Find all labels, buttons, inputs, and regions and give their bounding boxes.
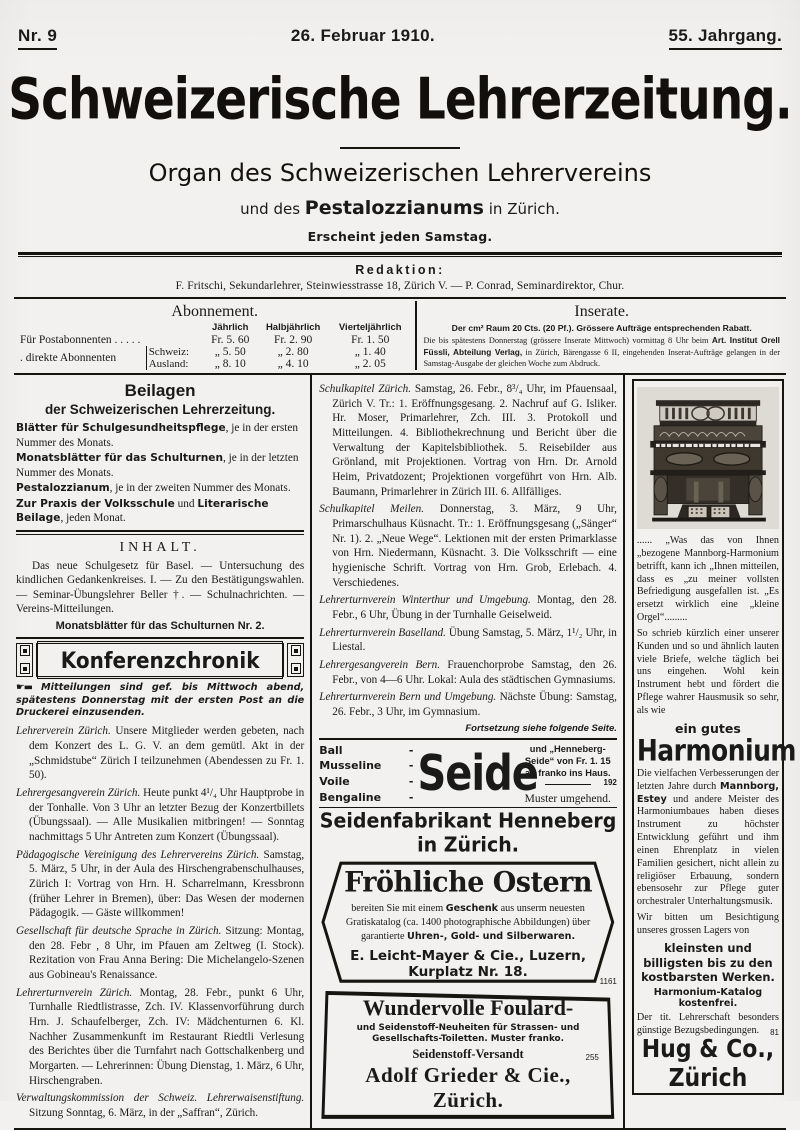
konferenzchronik-rule <box>16 637 304 639</box>
list-item <box>16 848 304 921</box>
ostern-geschenk: Geschenk <box>445 903 499 915</box>
m-entry-body-2: Montag, den 28. Febr., 6 Uhr, Übung in der Turnhalle Geiselweid. <box>332 594 617 622</box>
list-item <box>16 786 304 845</box>
inserate-title: Inserate. <box>574 303 630 320</box>
entry-body-5: Sitzung Sonntag, 6. März, in der „Saffran“, Zürich. <box>29 1107 259 1120</box>
cell-ausland-jaehrlich: „ 8. 10 <box>214 358 246 370</box>
m-entry-head-4: Lehrergesangverein Bern. <box>319 659 441 672</box>
square-ornament-icon <box>291 663 301 674</box>
col-label-blank2 <box>146 322 203 334</box>
konferenzchronik-banner <box>16 643 304 677</box>
page-title: Schweizerische Lehrerzeitung. <box>8 66 792 134</box>
seide-item-1: Musseline <box>319 759 382 773</box>
list-item <box>319 743 417 759</box>
ostern-body <box>343 902 593 943</box>
dash-1: - <box>408 759 414 773</box>
square-ornament-icon <box>20 645 30 656</box>
abonnement-table <box>18 322 411 370</box>
list-item <box>16 724 304 783</box>
beilagen-divider <box>16 530 304 535</box>
beilage-rest-1: , je in der letzten Nummer des Monats. <box>16 452 299 479</box>
column-left <box>14 375 311 1128</box>
m-entry-head-0: Schulkapitel Zürich. <box>319 383 411 395</box>
body-columns <box>14 375 796 1130</box>
ostern-headline: Fröhliche Ostern <box>344 866 593 899</box>
seide-firm: Seidenfabrikant Henneberg in Zürich. <box>319 809 617 857</box>
harmonium-brands: Mannborg, Estey <box>636 780 779 805</box>
entry-head-0: Lehrerverein Zürich. <box>16 725 111 738</box>
list-item <box>16 924 304 983</box>
list-item <box>16 421 304 450</box>
m-entry-head-3: Lehrerturnverein Baselland. <box>319 626 446 639</box>
row-label-post: Für Postabonnenten . . . . . <box>20 334 141 346</box>
beilage-rest-2: , je in der zweiten Nummer des Monats. <box>109 482 291 494</box>
column-header-halbjaehrlich: Halbjährlich <box>265 322 321 333</box>
ad-harmonium[interactable] <box>632 379 796 1095</box>
cell-schweiz-label: Schweiz: <box>146 346 203 358</box>
row-label-direkt: . direkte Abonnenten <box>20 352 117 364</box>
entry-body-1: Heute punkt 4¹/₄ Uhr Hauptprobe in der Tonhalle. Von 3 Uhr an letzter Bezug der Konzertbillets (Übungssaal). — Alle Musikalien mitbringen! — Sonntag nachmittags 5 Uhr Antreten zum Konzert (Übungssaal). <box>29 786 305 843</box>
cell-post-vierteljaehrlich: Fr. 1. 50 <box>351 334 390 346</box>
m-entry-body-5: Nächste Übung: Samstag, 26. Febr., 3 Uhr, im Gymnasium. <box>332 691 617 719</box>
und-des-post: in Zürich. <box>483 200 560 218</box>
list-item <box>319 658 617 687</box>
cell-post-jaehrlich: Fr. 5. 60 <box>211 334 250 346</box>
seide-sample-line: Muster umgehend. <box>524 793 611 806</box>
ornament-right <box>287 643 304 677</box>
beilage-name-1: Monatsblätter für das Schulturnen <box>16 452 223 464</box>
harmonium-para2-c: und andere Meister des Harmoniumbaues haben dieses Instrument zu höchster Entwicklung geführt und ihm einen Ehrenplatz in vielen Familien gesichert, nicht allein zu religiöser Erbauung, sondern ebensosehr zur Pflege guter orchestraler Unterhaltungsmusik. <box>636 793 779 908</box>
list-item <box>319 593 617 622</box>
harmonium-para2-a: Die vielfachen Verbesserungen der letzten Jahre durch <box>636 767 779 792</box>
inhalt-supplement: Monatsblätter für das Schulturnen Nr. 2. <box>55 619 265 632</box>
beilagen-subtitle: der Schweizerischen Lehrerzeitung. <box>44 402 276 417</box>
issue-date: 26. Februar 1910. <box>290 26 435 45</box>
organ-line: Organ des Schweizerischen Lehrervereins <box>148 159 652 187</box>
masthead-divider <box>340 147 460 149</box>
foulard-headline: Wundervolle Foulard- <box>362 994 574 1020</box>
continuation-note: Fortsetzung siehe folgende Seite. <box>465 722 617 734</box>
list-item <box>16 1091 304 1120</box>
harmonium-firm: Hug & Co., Zürich <box>641 1035 775 1093</box>
dash-2: - <box>408 775 414 788</box>
harmonium-para4: Der tit. Lehrerschaft besonders günstige Bezugsbedingungen. <box>636 1012 779 1037</box>
inserate-rate-line: Der cm² Raum 20 Cts. (20 Pf.). Grössere Aufträge entsprechenden Rabatt. <box>451 323 752 333</box>
inserate-conditions <box>423 335 780 370</box>
pestalozzianum-line <box>0 197 800 219</box>
abonnement-title: Abonnement. <box>171 303 259 320</box>
m-entry-body-4: Frauenchorprobe Samstag, den 26. Febr., von 4—6 Uhr. Lokal: Aula des städtischen Gymnasiums. <box>332 659 617 686</box>
entry-body-2: Samstag, 5. März, 5 Uhr, in der Aula des Hirschengrabenschulhauses, Zürich I: Vortrag von Hrn. H. Scharrelmann, Kressbronn (früher Lehrer in Bremen), über: Das Wesen der modernen Pädagogik. — Gäste willkommen! <box>29 848 305 920</box>
konferenzchronik-title: Konferenzchronik <box>37 641 283 679</box>
seide-item-2: Voile <box>319 775 350 788</box>
list-item <box>319 690 617 719</box>
beilage-rest-3b: , jeden Monat. <box>60 512 126 525</box>
column-header-jaehrlich: Jährlich <box>212 322 249 333</box>
pestalozzianum-word: Pestalozzianums <box>304 197 484 219</box>
ostern-firm: E. Leicht-Mayer & Cie., Luzern, Kurplatz Nr. 18. <box>350 947 586 980</box>
m-entry-body-0: Samstag, 26. Febr., 8³/₄ Uhr, im Pfauensaal, Zürich V. Tr.: 1. Eröffnungsgesang. 2. Nachruf auf G. Isliker. Hr. Moser, Primarlehrer, Zch. III. 3. Protokoll und Mitteilungen. 4. Bibliothekrechnung und Bericht über die Verwaltung der Kapitelsbibliothek. 5. Reisebilder aus Grönland, mit Projektionen. Vortrag von Hrn. Dr. Arnold Heim, Privatdozent; Projektionen vorgeführt von Hrn. Alb. Baumann, Primarlehrer in Zürich III. 6. Allfälliges. <box>332 383 617 498</box>
harmonium-ein-gutes: ein gutes <box>675 720 741 736</box>
table-row <box>18 346 411 358</box>
cell-schweiz-halbjaehrlich: „ 2. 80 <box>277 346 309 358</box>
m-entry-head-1: Schulkapitel Meilen. <box>319 503 425 516</box>
harmonium-ad-number: 81 <box>770 1027 779 1037</box>
beilage-rest-3: und <box>174 497 198 510</box>
table-header-row <box>18 322 411 334</box>
entry-body-4: Montag, 28. Febr., punkt 6 Uhr, Turnhalle Riedtlistrasse, Zch. IV. Klassenvorführung durch Hrn. J. Schaufelberger, Zch. IV: Mädchenturnen 6. Kl. Nachher Zusammenkunft im Restaurant Riedtli Verlesung des Berichtes über die Turnfahrt nach Gottschalkenberg und Morgarten. — Lehrerinnen: Übung Dienstag, 1. März, 6 Uhr, Hirschengraben. <box>29 986 305 1087</box>
harmonium-catalog-line: Harmonium-Katalog kostenfrei. <box>653 987 763 1010</box>
submission-notice <box>16 682 304 720</box>
harmonium-para1: So schrieb kürzlich einer unserer Kunden und so und ähnlich lauten viele Briefe, welche täglich bei uns eingehen. Wohl kein Instrument hebt und fördert die Pflege wahrer Hausmusik so sehr, als wie <box>636 627 779 716</box>
ostern-waren: Uhren-, Gold- und Silberwaren. <box>407 930 576 942</box>
m-entry-body-3: Übung Samstag, 5. März, 1¹/₂ Uhr, in Liestal. <box>332 626 617 654</box>
entry-head-4: Lehrerturnverein Zürich. <box>16 986 133 999</box>
column-header-vierteljaehrlich: Vierteljährlich <box>338 322 402 333</box>
harmonium-para3: Wir bitten um Besichtigung unseres grossen Lagers von <box>636 912 779 936</box>
seide-fabric-list <box>319 743 417 805</box>
list-item <box>16 481 304 496</box>
foulard-body: und Seidenstoff-Neuheiten für Strassen- und Gesellschafts-Toiletten. Muster franko. <box>356 1022 580 1044</box>
foulard-firm: Adolf Grieder & Cie., Zürich. <box>365 1063 571 1113</box>
list-item <box>319 626 617 655</box>
entry-head-1: Lehrergesangverein Zürich. <box>16 786 141 799</box>
entry-head-2: Pädagogische Vereinigung des Lehrervereins Zürich. <box>16 848 260 861</box>
list-item <box>16 497 304 526</box>
entry-body-0: Unsere Mitglieder werden gebeten, nach dem Konzert des L. G. V. an dem gemütl. Akt in der „Schmidstube“ Zürich I teilzunehmen (Abendessen zu Fr. 1. 50). <box>29 725 305 782</box>
ad-seide[interactable] <box>319 740 617 808</box>
beilagen-title: Beilagen <box>124 381 196 400</box>
submission-notice-text: Mitteilungen sind gef. bis Mittwoch abend, spätestens Donnerstag mit der ersten Post an die Druckerei einzusenden. <box>16 681 305 719</box>
cell-post-halbjaehrlich: Fr. 2. 90 <box>273 334 313 346</box>
beilage-name-3: Zur Praxis der Volksschule <box>16 497 175 510</box>
harmonium-range-line: kleinsten und billigsten bis zu den kostbarsten Werken. <box>641 940 775 985</box>
list-item <box>16 451 304 480</box>
beilage-name-0: Blätter für Schulgesundheitspflege <box>16 422 226 434</box>
beilage-name-2: Pestalozzianum <box>16 482 110 494</box>
ostern-body-pre: bereiten Sie mit einem <box>351 903 446 915</box>
harmonium-engraving <box>637 384 779 532</box>
issue-number: Nr. 9 <box>18 26 57 50</box>
issue-volume: 55. Jahrgang. <box>669 26 783 50</box>
cell-schweiz-vierteljaehrlich: „ 1. 40 <box>354 346 386 358</box>
cell-schweiz-jaehrlich: „ 5. 50 <box>214 346 246 358</box>
entry-head-5: Verwaltungskommission der Schweiz. Lehrerwaisenstiftung. <box>16 1092 305 1105</box>
und-des-pre: und des <box>240 200 305 218</box>
entry-body-3: Sitzung: Montag, den 28. Febr , 8 Uhr, im Pfauen am Zeltweg (I. Stock). Rezitation von Frau Anna Bering: Die Michelangelo-Szenen aus Gobineau's Renaissance. <box>29 925 305 982</box>
list-item <box>16 986 304 1089</box>
harmonium-headline: Harmonium <box>636 733 796 768</box>
inserate-body-a: Die bis spätestens Donnerstag (grössere Inserate Mittwoch) vormittag 8 Uhr beim <box>423 336 712 345</box>
foulard-versandt-text: Seidenstoff-Versandt <box>412 1047 524 1062</box>
ostern-ad-number: 1161 <box>599 976 617 986</box>
foulard-ad-number: 255 <box>585 1053 599 1063</box>
abonnement-section <box>14 301 415 370</box>
cell-ausland-halbjaehrlich: „ 4. 10 <box>277 358 309 370</box>
cell-ausland-label: Ausland: <box>146 358 203 370</box>
seide-ad-number: 192 <box>603 778 617 788</box>
beilage-name-3b: Literarische Beilage <box>16 497 269 525</box>
column-middle <box>311 375 624 1128</box>
seide-item-0: Ball <box>319 743 343 757</box>
cell-ausland-vierteljaehrlich: „ 2. 05 <box>354 358 386 370</box>
m-entry-head-5: Lehrerturnverein Bern und Umgebung. <box>319 691 497 704</box>
seide-price-line: und „Henneberg-Seide“ von Fr. 1. 15 an franko ins Haus. <box>524 743 611 779</box>
seide-headline: Seide <box>417 745 538 803</box>
pointing-hand-icon: ☛▬ <box>16 681 32 693</box>
subscription-advert-box <box>14 297 786 375</box>
col-label-blank <box>18 322 146 334</box>
column-right <box>624 375 796 1128</box>
inserate-body-c: in Zürich, Bärengasse 6 II, eingehenden Inserat-Aufträge gelangen in der Samstag-Ausgabe der gleichen Woche zum Abdruck. <box>423 347 780 368</box>
entry-head-3: Gesellschaft für deutsche Sprache in Zürich. <box>16 925 222 938</box>
list-item <box>319 502 617 590</box>
seide-item-3: Bengaline <box>319 790 382 804</box>
banner-frame <box>36 643 284 677</box>
inserate-section <box>415 301 786 370</box>
header-rule-thick <box>18 252 782 255</box>
redaktion-label: Redaktion: <box>355 263 445 277</box>
ostern-body-mid: aus unserm neuesten Gratiskatalog (ca. 1400 photographische Abbildungen) über garantierte <box>345 903 591 942</box>
list-item <box>319 774 417 790</box>
ad-froehliche-ostern[interactable] <box>319 859 617 985</box>
issue-header-line <box>0 0 800 50</box>
list-item <box>319 790 417 806</box>
beilage-rest-0: , je in der ersten Nummer des Monats. <box>16 422 299 449</box>
inserate-institute: Art. Institut Orell Füssli, Abteilung Verlag, <box>423 335 780 357</box>
m-entry-head-2: Lehrerturnverein Winterthur und Umgebung. <box>319 594 531 607</box>
list-item <box>319 758 417 774</box>
m-entry-body-1: Donnerstag, 3. März, 9 Uhr, Primarschulhaus Küsnacht. Tr.: 1. Eröffnungsgesang („Sänger“ Nr. 1). 2. „Neue Wege“. Lektionen mit der ersten Primarklasse von Hrn. Niedermann, Küsnacht. 3. Die Volksschrift — eine hygienische Schrift. Vortrag von Hrn. Grob, Erlebach. 4. Verschiedenes. <box>332 503 617 589</box>
inhalt-title: INHALT. <box>119 539 201 555</box>
header-rule-thin <box>18 256 782 257</box>
list-item <box>319 382 617 499</box>
table-row <box>18 334 411 346</box>
harmonium-customer-quote: ...... „Was das von Ihnen „bezogene Mannborg-Harmonium betrifft, kann ich „Ihnen mitteilen, dass es „zu meiner vollsten Befriedigung ausgefallen ist. „Es ersetzt wirklich eine „kleine Orgel“......... <box>636 535 779 624</box>
dash-0: - <box>408 743 414 757</box>
harmonium-para2 <box>637 768 779 909</box>
publication-frequency: Erscheint jeden Samstag. <box>307 229 493 244</box>
ornament-left <box>16 643 33 677</box>
square-ornament-icon <box>20 663 30 674</box>
square-ornament-icon <box>291 645 301 656</box>
dash-3: - <box>408 790 414 804</box>
redaktion-names: F. Fritschi, Sekundarlehrer, Steinwiesstrasse 18, Zürich V. — P. Conrad, Seminardirektor, Chur. <box>175 280 625 292</box>
inhalt-text: Das neue Schulgesetz für Basel. — Untersuchung des kindlichen Gedankenkreises. I. — Zu den Bestätigungswahlen. — Seminar-Übungslehrer Beller †. — Schulnachrichten. — Vereins-Mitteilungen. <box>16 559 305 616</box>
